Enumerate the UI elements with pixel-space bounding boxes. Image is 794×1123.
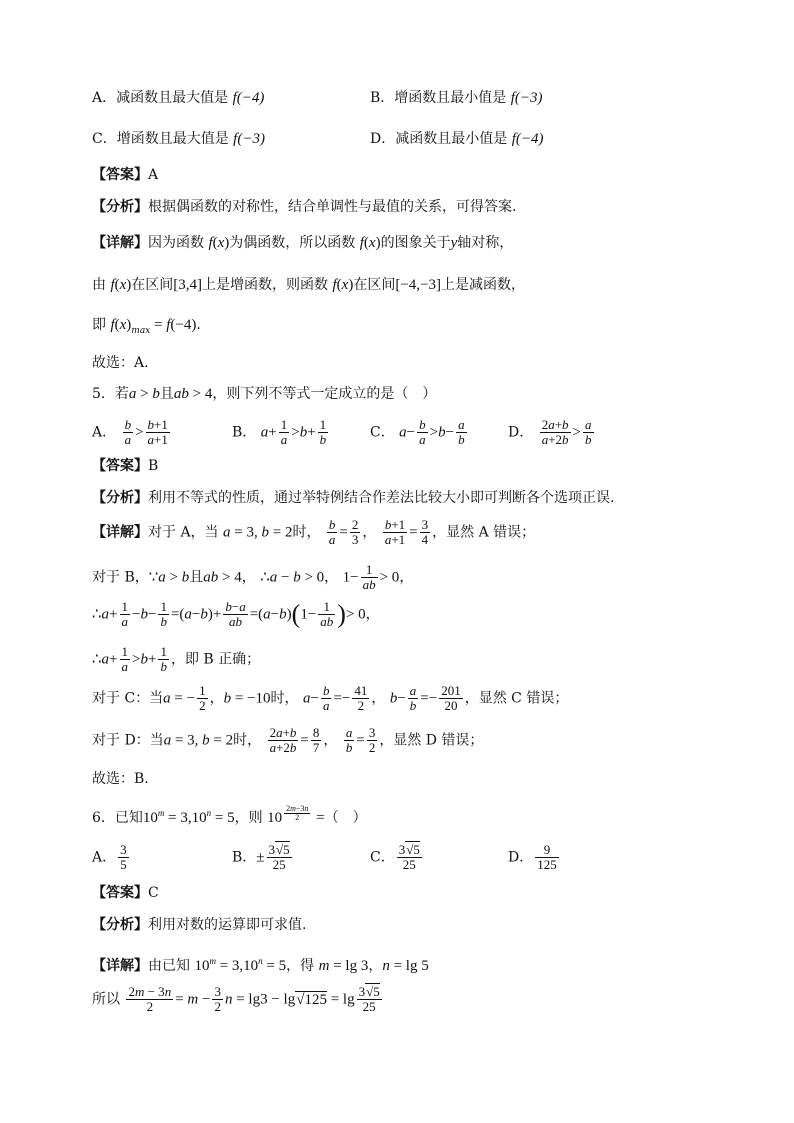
q6-option-b: B．± $\frac{3√5}{25}$ xyxy=(232,842,290,872)
q4-option-c: C．增函数且最大值是 f(−3) xyxy=(92,131,265,147)
q6-option-c: C． $\frac{3√5}{25}$ xyxy=(370,842,420,872)
q4-option-row-2 xyxy=(92,130,544,148)
q6-option-d: D． $\frac{9}{125}$ xyxy=(508,842,557,872)
q4-option-a: A．减函数且最大值是 f(−4) xyxy=(92,90,265,106)
q4-detail-3: 即 $f(x)_{max} = f(-4)$. xyxy=(92,317,201,336)
q4-option-d: D．减函数且最小值是 f(−4) xyxy=(370,131,544,147)
q5-choose: 故选：B. xyxy=(92,771,149,787)
q4-choose: 故选：A. xyxy=(92,355,149,371)
q4-option-b: B．增函数且最小值是 f(−3) xyxy=(370,90,543,106)
q5-detail-6: 对于 D：当a = 3, b = 2时， $\frac{2a+b}{a+2b}$ = $\frac{8}{7}$ ， $\frac{a}{b}$ = $\frac{3}{2}$ ，显然 D 错误； xyxy=(92,725,484,755)
q6-analysis: 【分析】利用对数的运算即可求值. xyxy=(92,917,307,933)
q4-analysis: 【分析】根据偶函数的对称性，结合单调性与最值的关系，可得答案. xyxy=(92,199,517,215)
q5-detail-4: ∴a+ $\frac{1}{a}$ >b+ $\frac{1}{b}$ ，即 B 正确； xyxy=(92,644,261,674)
q6-detail-2: 所以 $\frac{2m - 3n}{2}$ = m − $\frac{3}{2}$ n = lg3 − lg√125 = lg $\frac{3√5}{25}$ xyxy=(92,984,380,1014)
q5-detail-3: ∴a+ $\frac{1}{a}$ −b− $\frac{1}{b}$ =(a−b)+ $\frac{b-a}{ab}$ =(a−b)(1− $\frac{1}{ab}$ )> 0， xyxy=(92,599,380,629)
q5-detail-2: 对于 B，∵a > b且ab > 4， ∴a − b > 0， 1− $\frac{1}{ab}$ > 0， xyxy=(92,562,414,592)
q6-option-a: A． $\frac{3}{5}$ xyxy=(92,842,127,872)
q5-detail-5: 对于 C：当a = − $\frac{1}{2}$ ，b = −10时， a− $\frac{b}{a}$ =− $\frac{41}{2}$ ， b− $\frac{a}{b}$ =− $\frac{201}{20}$ ，显然 C 错误； xyxy=(92,683,569,713)
q4-detail-2: 由 f(x)在区间[3,4]上是增函数，则函数 f(x)在区间[−4,−3]上是减函数， xyxy=(92,277,526,293)
q4-option-a-math: f(−4) xyxy=(232,90,265,106)
q4-detail-1: 【详解】因为函数 f(x)为偶函数，所以函数 f(x)的图象关于y轴对称， xyxy=(92,235,514,251)
q4-option-row-1 xyxy=(92,89,543,107)
q5-analysis: 【分析】利用不等式的性质，通过举特例结合作差法比较大小即可判断各个选项正误. xyxy=(92,490,615,506)
q5-option-d: D． $\frac{2a+b}{a+2b}$ > $\frac{a}{b}$ xyxy=(508,417,592,447)
q5-stem: 5．若a > b且ab > 4，则下列不等式一定成立的是（ ） xyxy=(92,386,437,402)
q5-answer: 【答案】B xyxy=(92,458,159,474)
q6-answer: 【答案】C xyxy=(92,885,159,901)
q4-answer: 【答案】A xyxy=(92,167,159,183)
q5-option-b: B． a+ $\frac{1}{a}$ >b+ $\frac{1}{b}$ xyxy=(232,417,327,447)
q5-detail-1: 【详解】对于 A，当 a = 3, b = 2时， $\frac{b}{a}$ = $\frac{2}{3}$ ， $\frac{b+1}{a+1}$ = $\frac{3}{4}$ ，显然 A 错误； xyxy=(92,517,536,547)
q6-stem: 6．已知$10^m = 3,10^n = 5$，则 10 $^{\frac{2m-3n}{2}}$ =（ ） xyxy=(92,804,367,826)
q6-detail-1: 【详解】由已知 $10^m = 3,10^n = 5$，得 m = lg 3，n = lg 5 xyxy=(92,956,429,974)
q5-option-a: A． $\frac{b}{a}$ > $\frac{b+1}{a+1}$ xyxy=(92,417,168,447)
q5-option-c: C． a− $\frac{b}{a}$ >b− $\frac{a}{b}$ xyxy=(370,417,465,447)
